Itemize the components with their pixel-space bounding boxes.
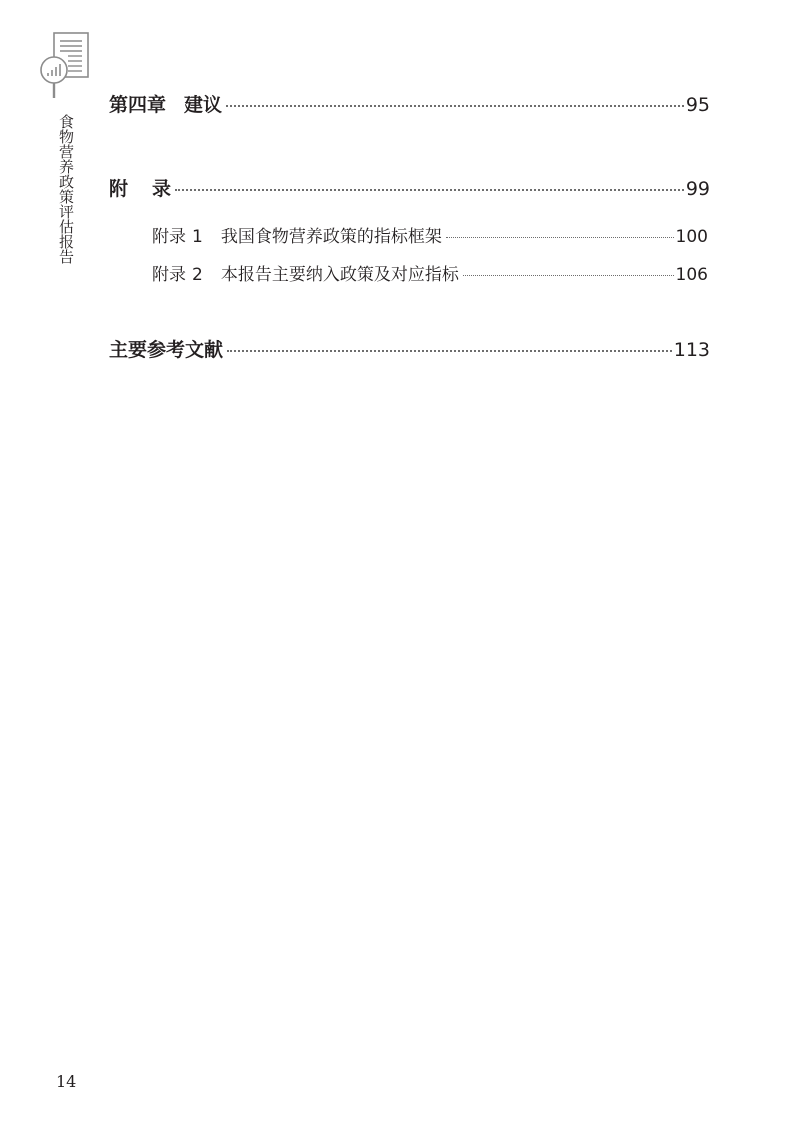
toc-appendix2-num: 2 (192, 265, 203, 285)
toc-chapter4-page: 95 (685, 94, 710, 116)
dot-leader (446, 237, 674, 238)
dot-leader (227, 350, 672, 352)
toc-appendix1-prefix: 附录 (152, 227, 186, 247)
toc-appendix2-title: 本报告主要纳入政策及对应指标 (220, 265, 459, 285)
toc-entry-appendix1[interactable] (152, 222, 708, 246)
toc-entry-references[interactable] (109, 335, 710, 361)
toc-chapter4-title: 建议 (184, 94, 223, 116)
toc-references-page: 113 (673, 339, 710, 361)
toc-appendix2-page: 106 (675, 265, 708, 285)
toc-appendix1-num: 1 (192, 227, 203, 247)
running-title: 食物营养政策评估报告 (57, 114, 75, 264)
toc-chapter4-label (109, 90, 222, 117)
page-number: 14 (56, 1072, 77, 1091)
dot-leader (463, 275, 674, 276)
toc-references-title: 主要参考文献 (109, 339, 224, 361)
toc-appendix2-prefix: 附录 (152, 265, 186, 285)
toc-appendix2-label (152, 260, 459, 285)
dot-leader (226, 105, 684, 107)
toc-appendix1-page: 100 (675, 227, 708, 247)
toc-entry-appendix2[interactable] (152, 260, 708, 284)
toc-appendix-char1: 附 (109, 178, 129, 200)
toc-appendix-page: 99 (685, 178, 710, 200)
toc-entry-appendix[interactable] (109, 174, 710, 200)
toc-appendix1-title: 我国食物营养政策的指标框架 (220, 227, 442, 247)
toc-appendix-label (109, 174, 171, 201)
toc-appendix-char2: 录 (152, 178, 172, 200)
report-chart-icon (36, 32, 94, 100)
toc-chapter4-prefix: 第四章 (109, 94, 167, 116)
toc-appendix1-label (152, 222, 442, 247)
toc-entry-chapter4[interactable] (109, 90, 710, 116)
dot-leader (175, 189, 684, 191)
